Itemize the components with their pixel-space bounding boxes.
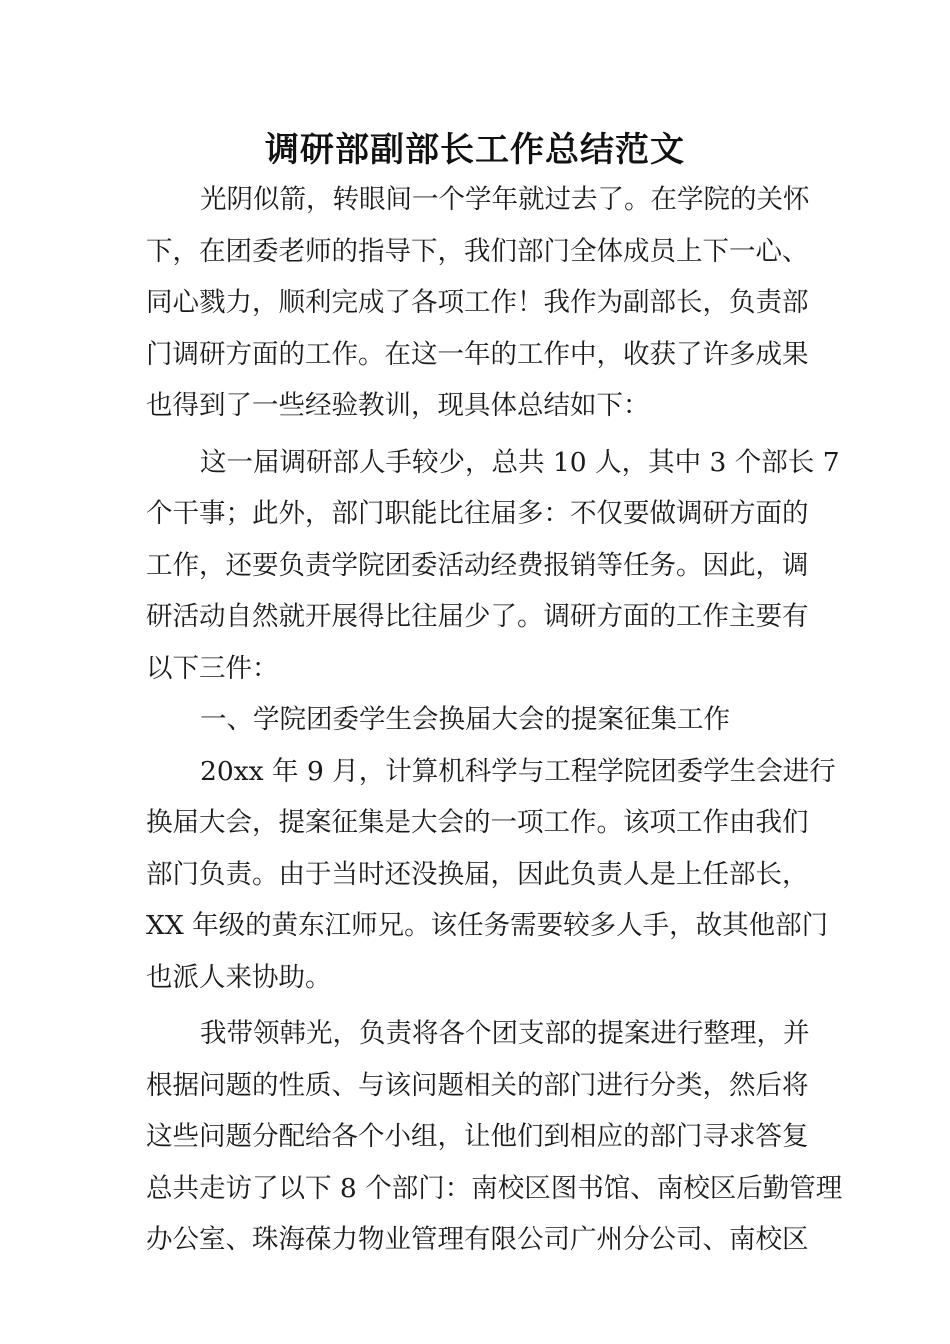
paragraph-line: 以下三件： bbox=[146, 652, 279, 684]
paragraph-line: 个干事；此外，部门职能比往届多：不仅要做调研方面的 bbox=[146, 498, 809, 529]
document-body bbox=[146, 174, 843, 1266]
paragraph-line: XX 年级的黄东江师兄。该任务需要较多人手，故其他部门 bbox=[146, 910, 829, 941]
document-title: 调研部副部长工作总结范文 bbox=[265, 130, 685, 170]
paragraph-line: 门调研方面的工作。在这一年的工作中，收获了许多成果 bbox=[146, 338, 809, 370]
paragraph-line: 研活动自然就开展得比往届少了。调研方面的工作主要有 bbox=[146, 601, 809, 632]
paragraph-line: 也派人来协助。 bbox=[146, 961, 332, 993]
paragraph-line: 下，在团委老师的指导下，我们部门全体成员上下一心、 bbox=[146, 235, 809, 267]
paragraph-line: 这一届调研部人手较少，总共 10 人，其中 3 个部长 7 bbox=[200, 446, 840, 478]
paragraph-line: 我带领韩光，负责将各个团支部的提案进行整理，并 bbox=[200, 1018, 810, 1049]
paragraph-line: 根据问题的性质、与该问题相关的部门进行分类，然后将 bbox=[146, 1069, 809, 1101]
paragraph-line: 总共走访了以下 8 个部门：南校区图书馆、南校区后勤管理 bbox=[146, 1172, 843, 1204]
paragraph-line: 换届大会，提案征集是大会的一项工作。该项工作由我们 bbox=[146, 807, 809, 838]
paragraph-line: 办公室、珠海葆力物业管理有限公司广州分公司、南校区 bbox=[146, 1224, 809, 1255]
paragraph-line: 这些问题分配给各个小组，让他们到相应的部门寻求答复 bbox=[146, 1121, 809, 1152]
paragraph-line: 光阴似箭，转眼间一个学年就过去了。在学院的关怀 bbox=[200, 184, 810, 215]
paragraph-line: 同心戮力，顺利完成了各项工作！我作为副部长，负责部 bbox=[146, 287, 809, 318]
paragraph-line: 工作，还要负责学院团委活动经费报销等任务。因此，调 bbox=[146, 549, 809, 581]
paragraph-line: 也得到了一些经验教训，现具体总结如下： bbox=[146, 390, 650, 421]
paragraph-line: 20xx 年 9 月，计算机科学与工程学院团委学生会进行 bbox=[200, 755, 836, 787]
paragraph-line: 部门负责。由于当时还没换届，因此负责人是上任部长， bbox=[146, 858, 809, 890]
section-heading: 一、学院团委学生会换届大会的提案征集工作 bbox=[200, 704, 730, 735]
